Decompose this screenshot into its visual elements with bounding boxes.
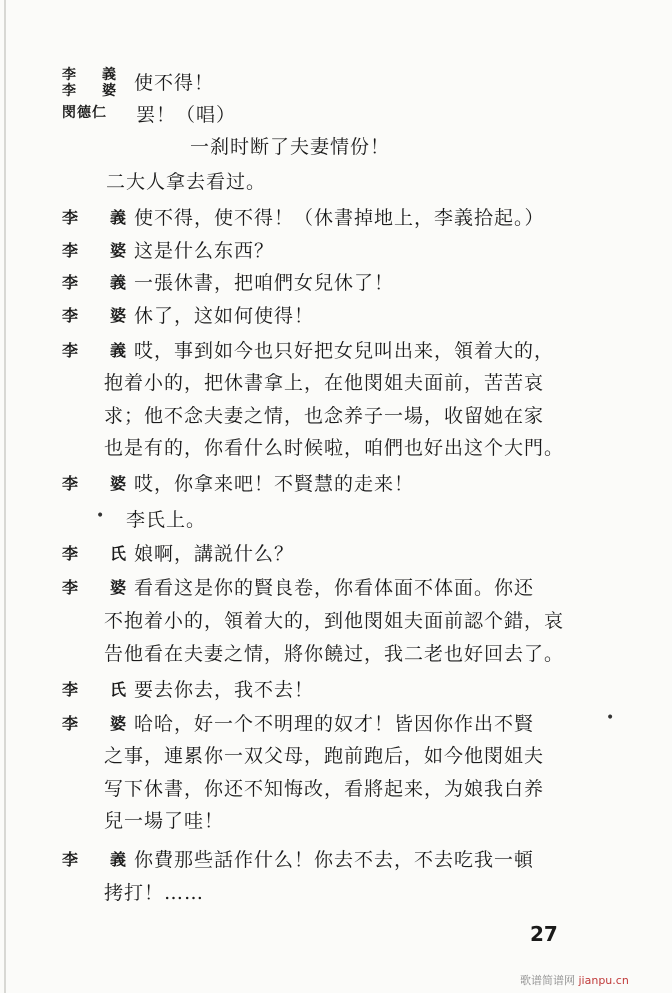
dialogue-text: 哎，你拿来吧！不賢慧的走来！ bbox=[134, 473, 415, 495]
dialogue-text: 抱着小的，把休書拿上，在他閔姐夫面前，苦苦哀 bbox=[104, 372, 545, 394]
dialogue-text: 拷打！…… bbox=[104, 882, 205, 904]
dialogue-text: 不抱着小的，領着大的，到他閔姐夫面前認个錯，哀 bbox=[104, 610, 565, 632]
direction-text: 李氏上。 bbox=[126, 509, 207, 531]
speaker-name: 李 婆 bbox=[62, 714, 135, 733]
site-watermark bbox=[520, 972, 629, 988]
watermark-site: 歌谱简谱网 bbox=[520, 974, 575, 987]
dialogue-text: 哎，事到如今也只好把女兒叫出来，領着大的， bbox=[134, 340, 555, 362]
lyric-text: 一刹时断了夫妻情份！ bbox=[190, 136, 391, 158]
dialogue-text: 使不得，使不得！（休書掉地上，李義拾起。） bbox=[134, 207, 545, 229]
dialogue-text: 你費那些話作什么！你去不去，不去吃我一頓 bbox=[134, 849, 535, 871]
speaker-name: 李 義 bbox=[62, 208, 135, 227]
dialogue-text: 使不得！ bbox=[134, 72, 215, 94]
ink-speck: • bbox=[606, 710, 615, 726]
speaker-name: 李 義 bbox=[62, 67, 122, 83]
speaker-name: 李 氏 bbox=[62, 680, 135, 699]
dialogue-text: 这是什么东西？ bbox=[134, 240, 275, 262]
direction-text: 二大人拿去看过。 bbox=[106, 171, 267, 193]
dialogue-text: 哈哈，好一个不明理的奴才！皆因你作出不賢 bbox=[134, 713, 535, 735]
speaker-name: 李 婆 bbox=[62, 306, 135, 325]
speaker-name: 李 義 bbox=[62, 273, 135, 292]
dialogue-text: 休了，这如何使得！ bbox=[134, 305, 315, 327]
dialogue-text: 一張休書，把咱們女兒休了！ bbox=[134, 272, 395, 294]
speaker-name: 李 婆 bbox=[62, 83, 122, 99]
speaker-name: 李 婆 bbox=[62, 474, 135, 493]
speaker-name: 李 氏 bbox=[62, 544, 135, 563]
margin-edge bbox=[4, 0, 6, 993]
dialogue-text: 娘啊，講説什么？ bbox=[134, 543, 295, 565]
dialogue-text: 也是有的，你看什么时候啦，咱們也好出这个大門。 bbox=[104, 437, 565, 459]
page-number: 27 bbox=[530, 922, 558, 946]
dialogue-text: 罢！（唱） bbox=[136, 104, 237, 126]
dialogue-text: 告他看在夫妻之情，將你饒过，我二老也好回去了。 bbox=[104, 643, 565, 665]
dialogue-text: 看看这是你的賢良卷，你看体面不体面。你还 bbox=[134, 577, 535, 599]
speaker-name: 李 義 bbox=[62, 850, 135, 869]
speaker-name: 李 婆 bbox=[62, 578, 135, 597]
dialogue-text: 要去你去，我不去！ bbox=[134, 679, 315, 701]
dialogue-text: 之事，連累你一双父母，跑前跑后，如今他閔姐夫 bbox=[104, 745, 545, 767]
ink-speck: • bbox=[96, 508, 105, 524]
dialogue-text: 兒一場了哇！ bbox=[104, 810, 225, 832]
dialogue-text: 求；他不念夫妻之情，也念养子一場，收留她在家 bbox=[104, 405, 545, 427]
speaker-name: 李 義 bbox=[62, 341, 135, 360]
watermark-domain: jianpu.cn bbox=[578, 974, 629, 987]
dialogue-text: 写下休書，你还不知悔改，看將起来，为娘我白养 bbox=[104, 778, 545, 800]
speaker-name: 李 婆 bbox=[62, 241, 135, 260]
speaker-name: 閔德仁 bbox=[62, 105, 107, 121]
